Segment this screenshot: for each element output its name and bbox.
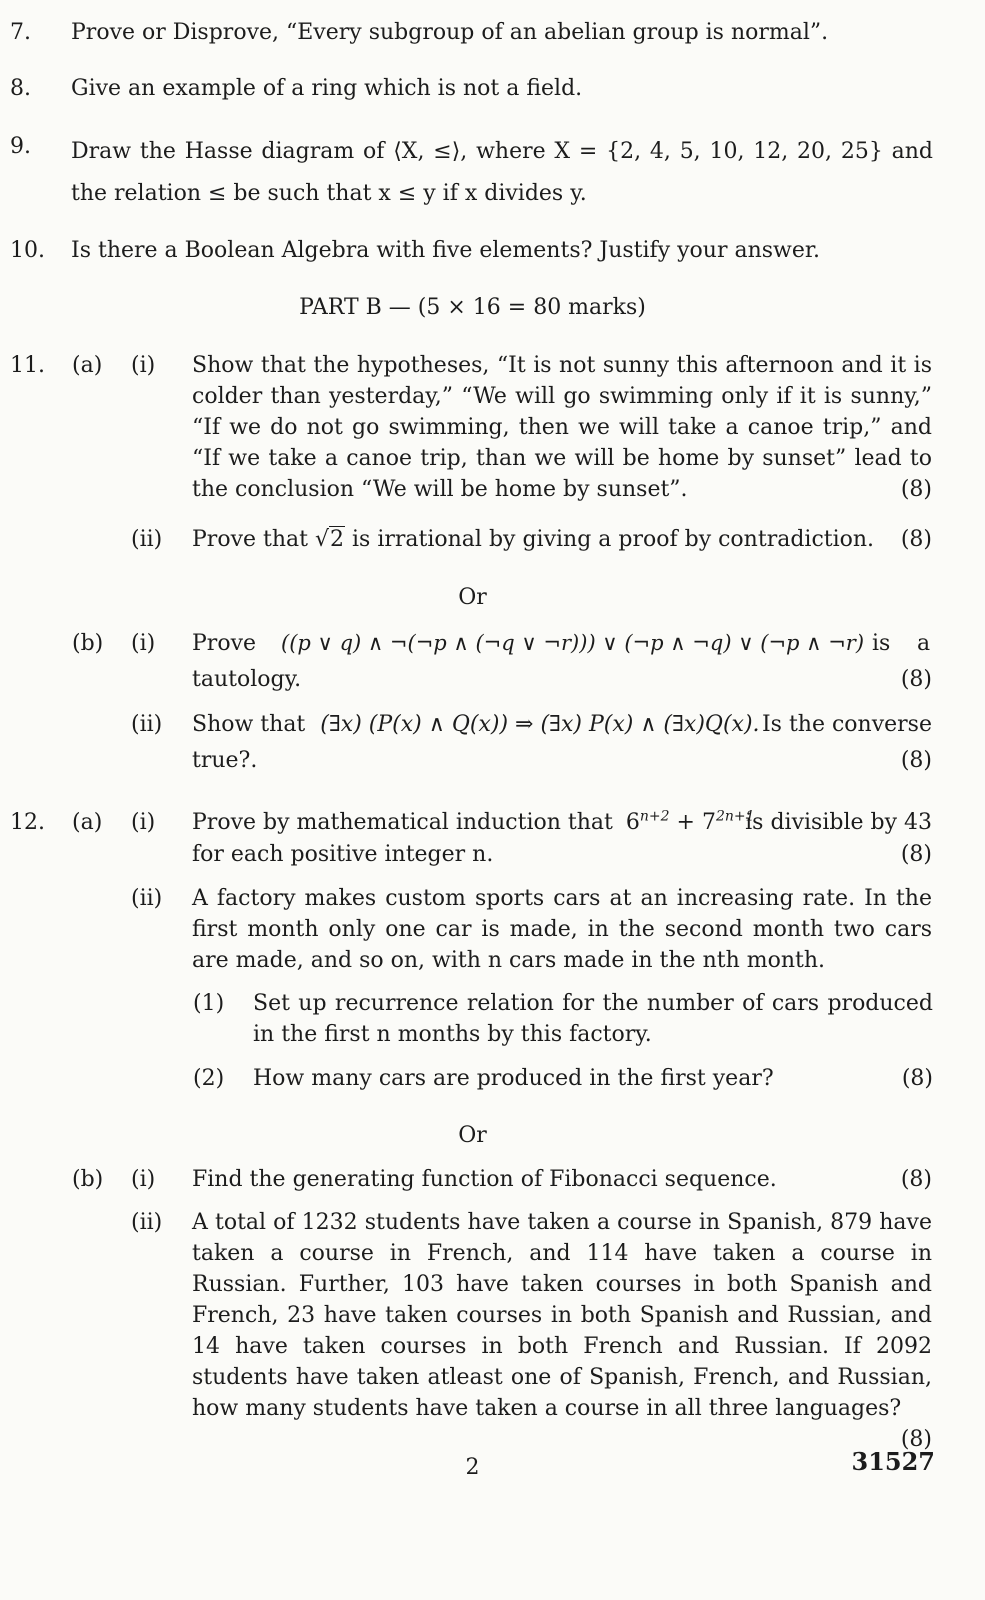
exam-code: 31527 bbox=[851, 1447, 935, 1476]
subpart-label: (ii) bbox=[131, 527, 163, 552]
question-12a-ii-1-text: Set up recurrence relation for the number of cars produced in the first n months by this factory. bbox=[253, 991, 933, 1047]
question-12a-ii-text: A factory makes custom sports cars at an increasing rate. In the first month only one car is made, in the second month two cars are made, and so on, with n cars made in the nth month. bbox=[192, 886, 932, 973]
subpart-label: (i) bbox=[131, 1167, 156, 1192]
subpart-label: (ii) bbox=[131, 1210, 163, 1235]
part-label: (a) bbox=[72, 810, 103, 835]
question-7-text: Prove or Disprove, “Every subgroup of an abelian group is normal”. bbox=[71, 20, 829, 45]
marks: (8) bbox=[900, 1427, 932, 1452]
question-11a-ii-text: Prove that √2 is irrational by giving a proof by contradiction. (8) bbox=[192, 524, 932, 555]
sqrt-radicand: 2 bbox=[330, 527, 344, 552]
question-number: 7. bbox=[10, 20, 31, 45]
subpart-label: (ii) bbox=[131, 886, 163, 911]
part-b-heading: PART B — (5 × 16 = 80 marks) bbox=[299, 295, 646, 320]
question-12b-i-text: Find the generating function of Fibonacci sequence. (8) bbox=[192, 1164, 932, 1195]
subpart-label: (ii) bbox=[131, 712, 163, 737]
marks: (8) bbox=[900, 748, 932, 773]
part-label: (b) bbox=[72, 1167, 104, 1192]
question-number: 12. bbox=[10, 810, 45, 835]
question-number: 9. bbox=[10, 134, 31, 159]
marks: (8) bbox=[900, 842, 932, 867]
question-11a-i-text: Show that the hypotheses, “It is not sunny this afternoon and it is colder than yesterday,” “We will go swimming only if it is sunny,” “If we do not go swimming, then we will take a canoe trip,” and “If we take a canoe trip, than we will be home by sunset” lead to the conclusion “We will be home by sunset”. (8) bbox=[192, 350, 932, 505]
question-9-text: Draw the Hasse diagram of ⟨X, ≤⟩, where X = {2, 4, 5, 10, 12, 20, 25} and the relation ≤ be such that x ≤ y if x divides y. bbox=[71, 139, 933, 206]
subsub-label: (1) bbox=[193, 991, 225, 1016]
marks: (8) bbox=[900, 1167, 932, 1192]
part-label: (b) bbox=[72, 631, 104, 656]
marks: (8) bbox=[900, 527, 932, 552]
marks: (8) bbox=[901, 1066, 933, 1091]
or-divider: Or bbox=[458, 1123, 487, 1148]
question-11b-i-line1: Prove ((p ∨ q) ∧ ¬(¬p ∧ (¬q ∨ ¬r))) ∨ (¬p ∧ ¬q) ∨ (¬p ∧ ¬r) is a bbox=[192, 631, 931, 656]
question-number: 8. bbox=[10, 76, 31, 101]
quantifier-formula: (∃x) (P(x) ∧ Q(x)) ⇒ (∃x) P(x) ∧ (∃x)Q(x). bbox=[320, 712, 760, 737]
question-12a-i-line2: for each positive integer n. (8) bbox=[192, 839, 932, 870]
question-12a-i-line1: Prove by mathematical induction that $6^{n+2} + 7^{2n+1}$ is divisible by 43 bbox=[192, 808, 932, 835]
question-10-text: Is there a Boolean Algebra with five elements? Justify your answer. bbox=[71, 238, 820, 263]
question-12b-ii-text: A total of 1232 students have taken a course in Spanish, 879 have taken a course in French, and 114 have taken a course in Russian. Further, 103 have taken courses in both Spanish and French, 23 have taken courses in both Spanish and Russian, and 14 have taken courses in both French and Russian. If 2092 students have taken atleast one of Spanish, French, and Russian, how many students have taken a course in all three languages? (8) bbox=[192, 1207, 932, 1455]
question-11b-ii-line1: Show that (∃x) (P(x) ∧ Q(x)) ⇒ (∃x) P(x) ∧ (∃x)Q(x). Is the converse bbox=[192, 712, 932, 737]
question-12a-ii-2-text: How many cars are produced in the first year? (8) bbox=[253, 1063, 933, 1094]
question-11b-ii-line2: true?. (8) bbox=[192, 745, 932, 776]
question-number: 10. bbox=[10, 238, 45, 263]
subpart-label: (i) bbox=[131, 353, 156, 378]
question-11b-i-line2: tautology. (8) bbox=[192, 664, 932, 695]
subpart-label: (i) bbox=[131, 810, 156, 835]
page-number: 2 bbox=[465, 1455, 480, 1480]
subpart-label: (i) bbox=[131, 631, 156, 656]
question-8-text: Give an example of a ring which is not a field. bbox=[71, 76, 583, 101]
marks: (8) bbox=[900, 477, 932, 502]
tautology-formula: ((p ∨ q) ∧ ¬(¬p ∧ (¬q ∨ ¬r))) ∨ (¬p ∧ ¬q) ∨ (¬p ∧ ¬r) bbox=[281, 631, 865, 655]
part-label: (a) bbox=[72, 353, 103, 378]
marks: (8) bbox=[900, 667, 932, 692]
or-divider: Or bbox=[458, 585, 487, 610]
question-number: 11. bbox=[10, 353, 45, 378]
subsub-label: (2) bbox=[193, 1066, 225, 1091]
